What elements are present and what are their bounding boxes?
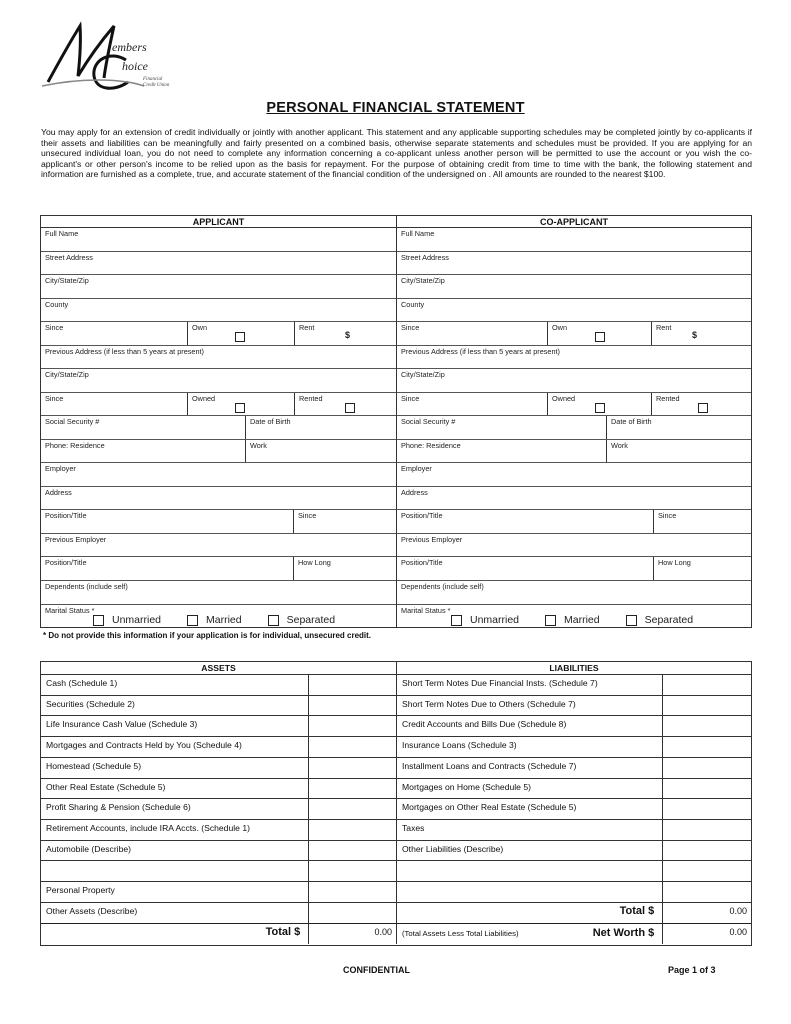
liability-label: Installment Loans and Contracts (Schedule 7) (396, 758, 662, 778)
asset-label: Other Assets (Describe) (46, 905, 138, 916)
owned-label: Owned (552, 393, 576, 403)
liabilities-header: LIABILITIES (396, 662, 751, 674)
table-row (41, 737, 751, 758)
co-applicant-prev-city-state-zip-field[interactable]: City/State/Zip (401, 370, 445, 380)
co-applicant-rented-checkbox[interactable] (698, 403, 708, 413)
rent-label: Rent (656, 323, 672, 333)
applicant-marital-separated[interactable] (268, 615, 335, 626)
liability-value-input[interactable] (662, 820, 751, 840)
asset-label: Homestead (Schedule 5) (46, 760, 142, 771)
dollar-sign: $ (345, 330, 351, 341)
liability-value-input[interactable] (662, 737, 751, 757)
applicant-header: APPLICANT (41, 216, 396, 228)
co-applicant-employer-field[interactable]: Employer (401, 464, 432, 474)
co-applicant-header: CO-APPLICANT (397, 216, 751, 228)
net-worth-value[interactable]: 0.00 (662, 924, 751, 945)
applicant-dob-field[interactable]: Date of Birth (245, 416, 396, 439)
liability-label (396, 882, 662, 902)
asset-label: Automobile (Describe) (46, 843, 132, 854)
co-applicant-own-cell (547, 322, 651, 345)
logo-subtitle-line2: Credit Union (143, 83, 170, 88)
applicant-previous-employer-field[interactable]: Previous Employer (45, 534, 107, 544)
co-applicant-ssn-field[interactable]: Social Security # (401, 417, 456, 427)
co-applicant-prev-position-title-field[interactable]: Position/Title (401, 558, 443, 568)
liability-value-input[interactable] (662, 861, 751, 881)
liability-value-input[interactable] (662, 779, 751, 799)
credit-union-logo (40, 20, 175, 96)
table-row (41, 841, 751, 862)
own-label: Own (192, 323, 208, 333)
own-label: Own (552, 323, 568, 333)
table-row (41, 882, 751, 903)
applicant-ssn-field[interactable]: Social Security # (45, 417, 100, 427)
co-applicant-marital-unmarried[interactable] (451, 615, 519, 626)
applicant-marital-married[interactable] (187, 615, 242, 626)
asset-label: Other Real Estate (Schedule 5) (46, 781, 166, 792)
marital-status-footnote: * Do not provide this information if your application is for individual, unsecured credit. (43, 631, 372, 640)
liability-label (396, 861, 662, 881)
marital-status-label: Marital Status * (45, 605, 95, 615)
liability-label: Short Term Notes Due to Others (Schedule 7) (396, 696, 662, 716)
co-applicant-marital-options (451, 615, 719, 626)
checkbox-icon[interactable] (268, 615, 279, 626)
asset-value-input[interactable] (308, 799, 396, 819)
co-applicant-rent-field[interactable] (651, 322, 751, 345)
checkbox-icon[interactable] (187, 615, 198, 626)
table-row (41, 779, 751, 800)
table-header (41, 662, 751, 675)
liability-value-input[interactable] (662, 675, 751, 695)
option-label: Separated (644, 613, 694, 626)
co-applicant-own-checkbox[interactable] (595, 332, 605, 342)
co-applicant-phone-residence-field[interactable]: Phone: Residence (401, 440, 461, 450)
applicant-own-checkbox[interactable] (235, 332, 245, 342)
applicant-previous-address-field[interactable]: Previous Address (if less than 5 years at present) (45, 346, 204, 356)
applicant-prev-since-field[interactable] (41, 393, 187, 416)
table-row (41, 799, 751, 820)
co-applicant-position-since-field[interactable]: Since (653, 510, 751, 533)
liability-value-input[interactable] (662, 716, 751, 736)
co-applicant-dob-field[interactable]: Date of Birth (606, 416, 751, 439)
applicant-prev-position-title-field[interactable]: Position/Title (45, 558, 87, 568)
applicant-column (41, 216, 396, 627)
asset-label: Securities (Schedule 2) (46, 698, 135, 709)
net-worth-label: Net Worth $ (592, 927, 655, 940)
co-applicant-how-long-field[interactable]: How Long (653, 557, 751, 580)
asset-value-input[interactable] (308, 820, 396, 840)
logo-word-choice: hoice (122, 59, 148, 73)
applicant-section (40, 215, 752, 628)
table-row (41, 716, 751, 737)
co-applicant-employer-address-field[interactable]: Address (401, 487, 428, 497)
liability-label: Insurance Loans (Schedule 3) (396, 737, 662, 757)
liabilities-total-value[interactable]: 0.00 (662, 903, 751, 923)
confidential-label: CONFIDENTIAL (343, 965, 410, 975)
table-row (41, 861, 751, 882)
table-row (41, 903, 751, 924)
table-row (41, 696, 751, 717)
checkbox-icon[interactable] (451, 615, 462, 626)
liability-label: Short Term Notes Due Financial Insts. (Schedule 7) (396, 675, 662, 695)
checkbox-icon[interactable] (545, 615, 556, 626)
marital-status-label: Marital Status * (401, 605, 451, 615)
page-title: PERSONAL FINANCIAL STATEMENT (266, 100, 525, 116)
co-applicant-dependents-field[interactable]: Dependents (include self) (401, 581, 484, 591)
applicant-how-long-field[interactable]: How Long (293, 557, 396, 580)
applicant-employer-address-field[interactable]: Address (45, 487, 72, 497)
assets-total-value[interactable]: 0.00 (308, 924, 396, 945)
liability-label: Taxes (396, 820, 662, 840)
logo-word-members: embers (112, 40, 147, 54)
checkbox-icon[interactable] (626, 615, 637, 626)
checkbox-icon[interactable] (93, 615, 104, 626)
applicant-street-address-field[interactable]: Street Address (45, 252, 93, 262)
co-applicant-column (396, 216, 751, 627)
logo-subtitle-line1: Financial (143, 77, 163, 82)
option-label: Married (206, 613, 242, 626)
asset-label: Retirement Accounts, include IRA Accts. (Schedule 1) (46, 823, 250, 834)
co-applicant-phone-work-field[interactable]: Work (606, 440, 751, 463)
asset-value-input[interactable] (308, 861, 396, 881)
applicant-since-field[interactable] (41, 322, 187, 345)
co-applicant-city-state-zip-field[interactable]: City/State/Zip (401, 276, 445, 286)
liability-label: Other Liabilities (Describe) (396, 841, 662, 861)
applicant-county-field[interactable]: County (45, 299, 69, 309)
owned-label: Owned (192, 393, 216, 403)
dollar-sign: $ (692, 330, 698, 341)
asset-value-input[interactable] (308, 758, 396, 778)
option-label: Unmarried (470, 613, 520, 626)
since-label: Since (45, 393, 64, 403)
co-applicant-previous-address-field[interactable]: Previous Address (if less than 5 years at present) (401, 346, 560, 356)
rented-label: Rented (299, 393, 323, 403)
rent-label: Rent (299, 323, 315, 333)
asset-value-input[interactable] (308, 903, 396, 923)
assets-total-label: Total $ (265, 925, 301, 938)
option-label: Separated (286, 613, 336, 626)
since-label: Since (45, 323, 64, 333)
liabilities-total-label: Total $ (396, 903, 662, 923)
asset-value-input[interactable] (308, 737, 396, 757)
applicant-marital-options (93, 615, 361, 626)
asset-value-input[interactable] (308, 696, 396, 716)
applicant-employer-field[interactable]: Employer (45, 464, 76, 474)
asset-label: Profit Sharing & Pension (Schedule 6) (46, 802, 191, 813)
liability-label: Credit Accounts and Bills Due (Schedule 8) (396, 716, 662, 736)
co-applicant-prev-since-field[interactable] (397, 393, 547, 416)
net-worth-cell (396, 924, 662, 945)
applicant-dependents-field[interactable]: Dependents (include self) (45, 581, 128, 591)
asset-label: Cash (Schedule 1) (46, 678, 118, 688)
applicant-full-name-field[interactable]: Full Name (45, 229, 79, 238)
intro-paragraph: You may apply for an extension of credit individually or jointly with another applicant. This statement and any applicable supporting schedules may be completed jointly by co-applicants if their assets and liabilities can be meaningfully and fairly presented on a combined basis, otherwise separate statements and schedules must be provided. If you are applying for an unsecured individual loan, you do not need to complete any information concerning a co-applicant unless another person will be permitted to use the account or you wish the co-applicant's or other person's income to be relied upon as the basis for repayment. For the purpose of obtaining credit from time to time with the bank, the following statement and information are furnished as a complete, true, and accurate statement of the financial condition of the undersigned on . All amounts are rounded to the nearest $100. (41, 127, 752, 179)
table-row (41, 924, 751, 945)
applicant-position-title-field[interactable]: Position/Title (45, 511, 87, 521)
co-applicant-rented-cell (651, 393, 751, 416)
rented-label: Rented (656, 393, 680, 403)
co-applicant-full-name-field[interactable]: Full Name (401, 229, 435, 238)
applicant-owned-checkbox[interactable] (235, 403, 245, 413)
co-applicant-owned-cell (547, 393, 651, 416)
co-applicant-county-field[interactable]: County (401, 299, 425, 309)
asset-label: Life Insurance Cash Value (Schedule 3) (46, 719, 198, 730)
applicant-city-state-zip-field[interactable]: City/State/Zip (45, 276, 89, 286)
liability-value-input[interactable] (662, 696, 751, 716)
co-applicant-marital-status-cell (397, 605, 751, 628)
applicant-rented-checkbox[interactable] (345, 403, 355, 413)
table-row (41, 675, 751, 696)
option-label: Unmarried (112, 613, 162, 626)
liability-value-input[interactable] (662, 799, 751, 819)
table-row (41, 820, 751, 841)
asset-label (41, 861, 308, 881)
co-applicant-marital-married[interactable] (545, 615, 600, 626)
co-applicant-marital-separated[interactable] (626, 615, 693, 626)
applicant-phone-work-field[interactable]: Work (245, 440, 396, 463)
asset-value-input[interactable] (308, 675, 396, 695)
co-applicant-since-field[interactable] (397, 322, 547, 345)
logo-subtitle (143, 77, 173, 89)
applicant-marital-unmarried[interactable] (93, 615, 161, 626)
applicant-own-cell (187, 322, 294, 345)
co-applicant-street-address-field[interactable]: Street Address (401, 252, 449, 262)
co-applicant-previous-employer-field[interactable]: Previous Employer (401, 534, 463, 544)
since-label: Since (401, 323, 420, 333)
asset-value-input[interactable] (308, 716, 396, 736)
applicant-position-since-field[interactable]: Since (293, 510, 396, 533)
asset-value-input[interactable] (308, 779, 396, 799)
applicant-prev-city-state-zip-field[interactable]: City/State/Zip (45, 370, 89, 380)
liability-label: Mortgages on Other Real Estate (Schedule 5) (396, 799, 662, 819)
assets-liabilities-table (40, 661, 752, 946)
table-row (41, 758, 751, 779)
applicant-phone-residence-field[interactable]: Phone: Residence (45, 440, 105, 450)
applicant-owned-cell (187, 393, 294, 416)
liability-value-input[interactable] (662, 841, 751, 861)
assets-header: ASSETS (201, 663, 236, 673)
applicant-rent-field[interactable] (294, 322, 396, 345)
assets-liabilities-body (41, 675, 751, 944)
co-applicant-owned-checkbox[interactable] (595, 403, 605, 413)
liability-label: Mortgages on Home (Schedule 5) (396, 779, 662, 799)
co-applicant-position-title-field[interactable]: Position/Title (401, 511, 443, 521)
since-label: Since (401, 393, 420, 403)
page-number: Page 1 of 3 (668, 965, 716, 975)
applicant-marital-status-cell (41, 605, 396, 628)
asset-label: Personal Property (46, 885, 115, 896)
applicant-rented-cell (294, 393, 396, 416)
net-worth-note: (Total Assets Less Total Liabilities) (402, 929, 519, 939)
asset-value-input[interactable] (308, 882, 396, 902)
asset-label: Mortgages and Contracts Held by You (Schedule 4) (46, 740, 242, 751)
liability-value-input[interactable] (662, 758, 751, 778)
option-label: Married (564, 613, 600, 626)
asset-value-input[interactable] (308, 841, 396, 861)
liability-value-input[interactable] (662, 882, 751, 902)
